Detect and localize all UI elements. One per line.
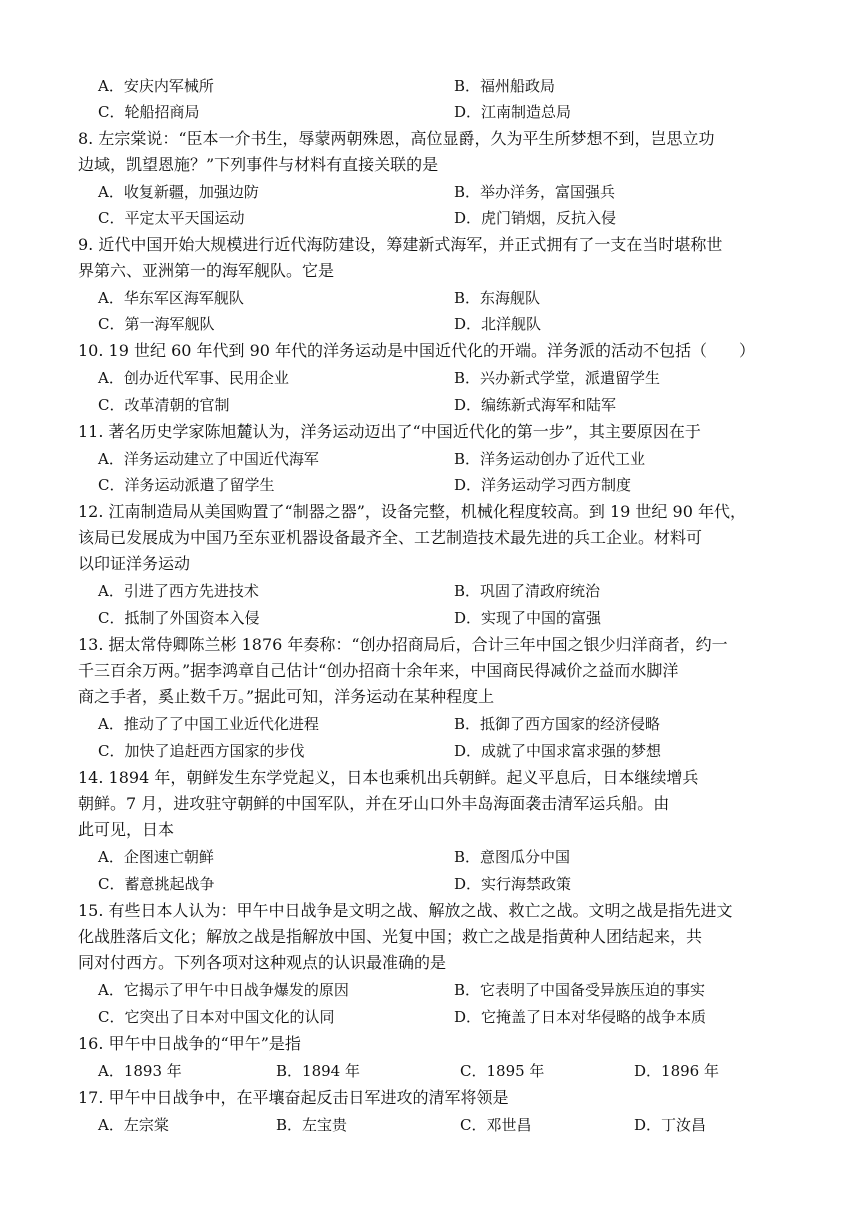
- option-d: D．江南制造总局: [454, 103, 572, 121]
- option-b: B．意图瓜分中国: [454, 848, 571, 866]
- option-b: B．兴办新式学堂，派遣留学生: [454, 369, 661, 387]
- question-15-line-1: 15. 有些日本人认为：甲午中日战争是文明之战、解放之战、救亡之战。文明之战是指先进文: [78, 901, 733, 920]
- option-d: D．丁汝昌: [634, 1116, 707, 1134]
- question-12-line-1: 12. 江南制造局从美国购置了“制器之器”，设备完整，机械化程度较高。到 19 世纪 90 年代，: [78, 502, 746, 521]
- question-8-line-1: 8. 左宗棠说：“臣本一介书生，辱蒙两朝殊恩，高位显爵，久为平生所梦想不到，岂思立功: [78, 129, 715, 148]
- question-16-line-1: 16. 甲午中日战争的“甲午”是指: [78, 1034, 301, 1053]
- option-a: A．它揭示了甲午中日战争爆发的原因: [98, 981, 349, 999]
- question-15-options-row-2: [98, 1004, 798, 1030]
- option-b: B．东海舰队: [454, 289, 541, 307]
- question-8-options-row-1: [98, 179, 798, 205]
- option-b: B．洋务运动创办了近代工业: [454, 450, 646, 468]
- question-14-options-row-2: [98, 871, 798, 897]
- option-b: B．左宝贵: [276, 1116, 348, 1134]
- option-d: D．虎门销烟，反抗入侵: [454, 209, 617, 227]
- option-a: A．1893 年: [98, 1062, 182, 1080]
- question-17-options-row: [98, 1112, 798, 1138]
- question-13-options-row-2: [98, 738, 798, 764]
- option-b: B．抵御了西方国家的经济侵略: [454, 715, 661, 733]
- top-options-row-2: [98, 99, 798, 125]
- question-12-line-2: 该局已发展成为中国乃至东亚机器设备最齐全、工艺制造技术最先进的兵工企业。材料可: [78, 528, 703, 547]
- question-14-line-2: 朝鲜。7 月，进攻驻守朝鲜的中国军队，并在牙山口外丰岛海面袭击清军运兵船。由: [78, 794, 670, 813]
- question-10-options-row-2: [98, 392, 798, 418]
- option-d: D．北洋舰队: [454, 315, 542, 333]
- top-options-row-1: [98, 73, 798, 99]
- option-c: C．洋务运动派遣了留学生: [98, 476, 275, 494]
- question-11-options-row-1: [98, 446, 798, 472]
- option-a: A．推动了了中国工业近代化进程: [98, 715, 319, 733]
- question-9-line-2: 界第六、亚洲第一的海军舰队。它是: [78, 261, 335, 280]
- option-b: B．福州船政局: [454, 77, 556, 95]
- question-10-options-row-1: [98, 365, 798, 391]
- option-b: B．它表明了中国备受异族压迫的事实: [454, 981, 706, 999]
- option-b: B．巩固了清政府统治: [454, 582, 601, 600]
- option-a: A．安庆内军械所: [98, 77, 214, 95]
- option-c: C．邓世昌: [460, 1116, 532, 1134]
- option-c: C．轮船招商局: [98, 103, 200, 121]
- question-14-line-1: 14. 1894 年，朝鲜发生东学党起义，日本也乘机出兵朝鲜。起义平息后，日本继续增兵: [78, 768, 699, 787]
- option-a: A．洋务运动建立了中国近代海军: [98, 450, 319, 468]
- option-a: A．华东军区海军舰队: [98, 289, 244, 307]
- option-d: D．洋务运动学习西方制度: [454, 476, 632, 494]
- option-c: C．改革清朝的官制: [98, 396, 230, 414]
- question-11-options-row-2: [98, 472, 798, 498]
- question-11-line-1: 11. 著名历史学家陈旭麓认为，洋务运动迈出了“中国近代化的第一步”，其主要原因在于: [78, 422, 701, 441]
- question-17-line-1: 17. 甲午中日战争中，在平壤奋起反击日军进攻的清军将领是: [78, 1088, 509, 1107]
- question-15-line-3: 同对付西方。下列各项对这种观点的认识最准确的是: [78, 953, 447, 972]
- option-c: C．1895 年: [460, 1062, 545, 1080]
- option-a: A．收复新疆，加强边防: [98, 183, 259, 201]
- option-b: B．举办洋务，富国强兵: [454, 183, 616, 201]
- question-12-line-3: 以印证洋务运动: [78, 554, 191, 573]
- question-13-options-row-1: [98, 711, 798, 737]
- option-c: C．它突出了日本对中国文化的认同: [98, 1008, 335, 1026]
- question-13-line-3: 商之手者，奚止数千万。”据此可知，洋务运动在某种程度上: [78, 687, 495, 706]
- option-a: A．引进了西方先进技术: [98, 582, 259, 600]
- option-d: D．编练新式海军和陆军: [454, 396, 617, 414]
- option-d: D．它掩盖了日本对华侵略的战争本质: [454, 1008, 707, 1026]
- question-12-options-row-1: [98, 578, 798, 604]
- option-d: D．实行海禁政策: [454, 875, 572, 893]
- question-10-line-1: 10. 19 世纪 60 年代到 90 年代的洋务运动是中国近代化的开端。洋务派的活动不包括（ ）: [78, 341, 756, 360]
- option-a: A．创办近代军事、民用企业: [98, 369, 289, 387]
- option-d: D．1896 年: [634, 1062, 719, 1080]
- option-c: C．平定太平天国运动: [98, 209, 245, 227]
- question-15-options-row-1: [98, 977, 798, 1003]
- option-c: C．抵制了外国资本入侵: [98, 609, 260, 627]
- option-c: C．第一海军舰队: [98, 315, 215, 333]
- option-a: A．左宗棠: [98, 1116, 169, 1134]
- option-b: B．1894 年: [276, 1062, 360, 1080]
- option-c: C．蓄意挑起战争: [98, 875, 215, 893]
- question-9-options-row-1: [98, 285, 798, 311]
- question-13-line-1: 13. 据太常侍卿陈兰彬 1876 年奏称：“创办招商局后，合计三年中国之银少归洋商者，约一: [78, 635, 728, 654]
- question-13-line-2: 千三百余万两。”据李鸿章自己估计“创办招商十余年来，中国商民得减价之益而水脚洋: [78, 661, 679, 680]
- option-d: D．实现了中国的富强: [454, 609, 602, 627]
- question-9-line-1: 9. 近代中国开始大规模进行近代海防建设，筹建新式海军，并正式拥有了一支在当时堪称世: [78, 235, 723, 254]
- question-14-line-3: 此可见，日本: [78, 820, 175, 839]
- option-a: A．企图速亡朝鲜: [98, 848, 214, 866]
- question-14-options-row-1: [98, 844, 798, 870]
- question-16-options-row: [98, 1058, 798, 1084]
- question-9-options-row-2: [98, 311, 798, 337]
- question-8-options-row-2: [98, 205, 798, 231]
- question-15-line-2: 化战胜落后文化；解放之战是指解放中国、光复中国；救亡之战是指黄种人团结起来，共: [78, 927, 703, 946]
- option-d: D．成就了中国求富求强的梦想: [454, 742, 662, 760]
- option-c: C．加快了追赶西方国家的步伐: [98, 742, 305, 760]
- question-12-options-row-2: [98, 605, 798, 631]
- question-8-line-2: 边域，凯望恩施？”下列事件与材料有直接关联的是: [78, 155, 439, 174]
